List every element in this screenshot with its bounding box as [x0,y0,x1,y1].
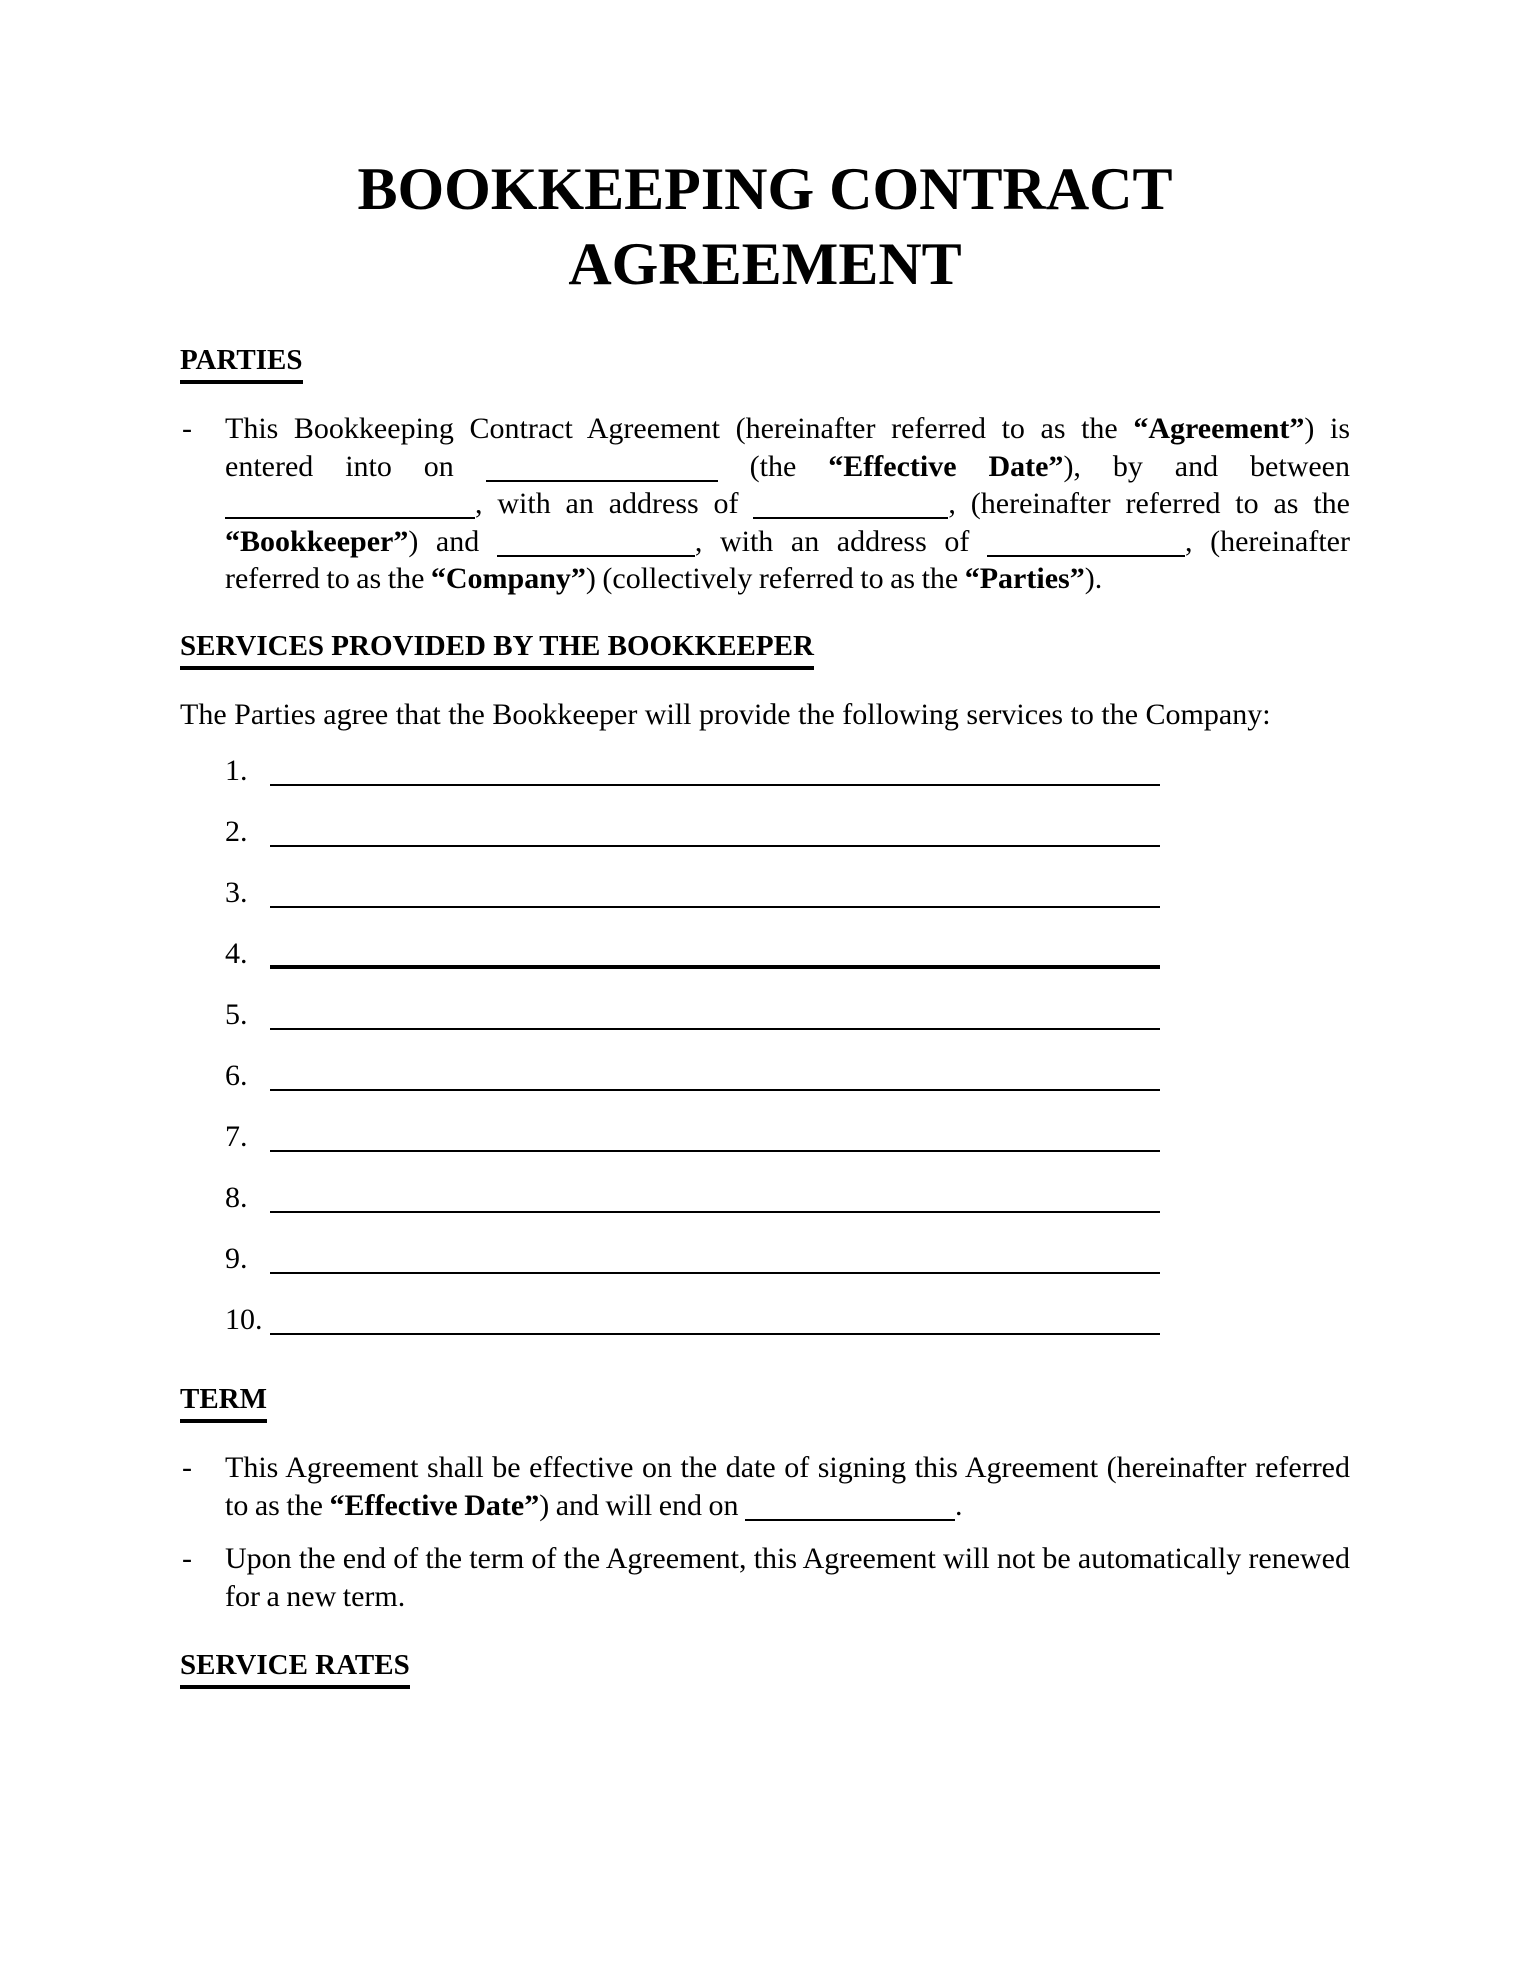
text-run: ) and [408,524,497,558]
service-blank-line-9[interactable] [270,1272,1160,1274]
text-run: ) is entered into on [225,412,1350,483]
bold-text: “Agreement” [1133,412,1305,445]
heading-service-rates: SERVICE RATES [180,1647,1350,1689]
service-item-8 [180,1160,1350,1221]
service-item-4 [180,916,1350,977]
dash-bullet: - [182,1451,192,1484]
services-list [180,733,1350,1343]
blank-field[interactable] [486,460,718,482]
term-paragraph-1 [180,1449,1350,1524]
service-blank-line-5[interactable] [270,1028,1160,1030]
service-blank-line-2[interactable] [270,845,1160,847]
service-blank-line-3[interactable] [270,906,1160,908]
service-item-number: 4. [225,937,248,970]
service-item-number: 2. [225,815,248,848]
dash-bullet: - [182,412,192,445]
text-run: Upon the end of the term of the Agreement, this Agreement will not be automatically renewed for a new term. [225,1542,1350,1613]
term-paragraph-2 [180,1540,1350,1615]
heading-services: SERVICES PROVIDED BY THE BOOKKEEPER [180,628,1350,670]
text-run: , (hereinafter referred to as the [225,524,1350,595]
service-item-1 [180,733,1350,794]
text-run: (the [717,449,829,483]
bold-text: “Effective Date” [329,1488,540,1522]
text-run: ) and will end on [539,1488,746,1522]
service-item-5 [180,977,1350,1038]
bold-text: “Effective Date” [828,449,1064,483]
text-run: , with an address of [694,524,987,558]
heading-parties: PARTIES [180,342,1350,384]
text-run: , with an address of [475,487,754,520]
text-run: ) (collectively referred to as the [585,562,965,595]
text-run: This Bookkeeping Contract Agreement (hereinafter referred to as the [225,412,1134,445]
blank-field[interactable] [225,497,475,519]
parties-paragraph-text [225,412,1350,595]
service-blank-line-10[interactable] [270,1333,1160,1335]
service-item-number: 6. [225,1059,248,1092]
service-item-6 [180,1038,1350,1099]
blank-field[interactable] [753,497,948,519]
service-item-number: 5. [225,998,248,1031]
dash-bullet: - [182,1542,192,1575]
bold-text: “Bookkeeper” [225,524,409,558]
document-title [180,152,1350,302]
service-item-2 [180,794,1350,855]
service-blank-line-6[interactable] [270,1089,1160,1091]
service-blank-line-7[interactable] [270,1150,1160,1152]
service-item-7 [180,1099,1350,1160]
service-item-number: 3. [225,876,248,909]
bold-text: “Company” [430,562,586,595]
service-item-number: 10. [225,1303,263,1336]
service-item-number: 9. [225,1242,248,1275]
blank-field[interactable] [745,1499,955,1521]
blank-field[interactable] [987,535,1185,557]
parties-paragraph [180,410,1350,598]
text-run: This Agreement shall be effective on the date of signing this Agreement (hereinafter referred to as the [225,1451,1350,1522]
services-intro: The Parties agree that the Bookkeeper will provide the following services to the Company: [180,697,1271,731]
blank-field[interactable] [497,535,695,557]
document-title-line2: AGREEMENT [568,231,962,297]
service-blank-line-1[interactable] [270,784,1160,786]
term-paragraph-2-text [225,1542,1350,1613]
bold-text: “Parties” [964,562,1085,595]
text-run: ), by and between [1063,449,1350,483]
term-paragraph-1-text [225,1451,1350,1522]
heading-term: TERM [180,1381,1350,1423]
service-item-3 [180,855,1350,916]
service-item-number: 1. [225,754,248,787]
service-item-10 [180,1282,1350,1343]
service-blank-line-4[interactable] [270,965,1160,969]
text-run: , (hereinafter referred to as the [948,487,1350,520]
service-item-number: 7. [225,1120,248,1153]
service-item-number: 8. [225,1181,248,1214]
service-blank-line-8[interactable] [270,1211,1160,1213]
text-run: ). [1084,562,1103,595]
document-title-line1: BOOKKEEPING CONTRACT [357,156,1173,222]
text-run: . [955,1488,963,1522]
service-item-9 [180,1221,1350,1282]
